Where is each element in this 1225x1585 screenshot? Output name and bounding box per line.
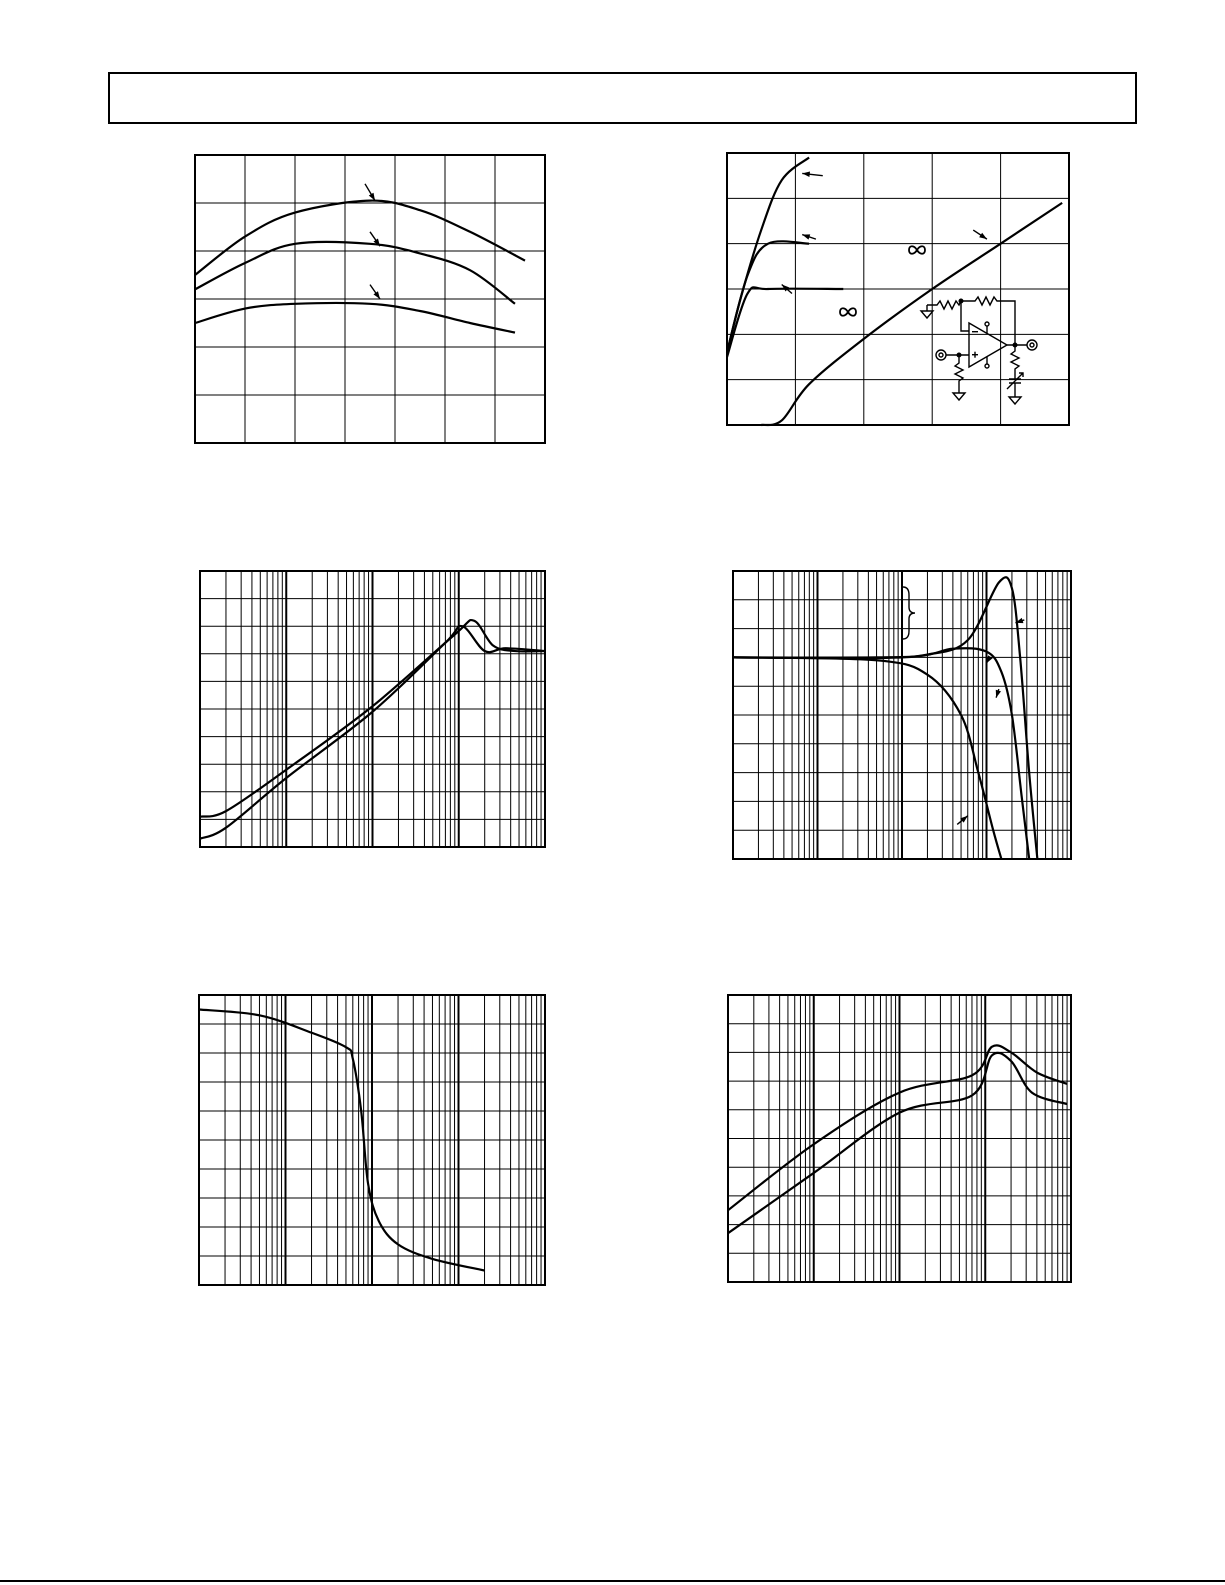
arrow-head: [979, 233, 987, 239]
section-header-box: [108, 72, 1137, 124]
ground-symbol: [921, 311, 933, 318]
arrow-head: [373, 291, 380, 299]
arrow-head: [802, 234, 810, 239]
opamp-schematic-diagram: [915, 293, 1045, 413]
brace-bracket: [901, 585, 917, 641]
series-line: [733, 648, 1029, 859]
plot-middle-left: [200, 571, 545, 847]
ground-symbol-input: [953, 393, 965, 400]
arrow-head: [996, 690, 1001, 698]
infinity-symbol: [909, 245, 925, 255]
series-line: [727, 158, 809, 353]
series-line: [728, 1053, 1067, 1233]
plot-top-left: [195, 155, 545, 443]
ground-symbol-output: [1009, 397, 1021, 404]
infinity-symbol: [840, 307, 856, 317]
arrow-head: [369, 193, 375, 201]
plot-bottom-left: [199, 995, 545, 1285]
series-line: [195, 303, 515, 333]
series-line: [727, 287, 843, 357]
resistor-ground-input: [927, 301, 961, 309]
input-terminal: [936, 350, 946, 360]
series-line: [733, 577, 1037, 859]
plot-bottom-right: [728, 995, 1071, 1282]
series-line: [727, 241, 809, 352]
output-terminal: [1027, 340, 1037, 350]
opamp-triangle: [969, 323, 1007, 367]
page-bottom-rule: [0, 1580, 1225, 1582]
